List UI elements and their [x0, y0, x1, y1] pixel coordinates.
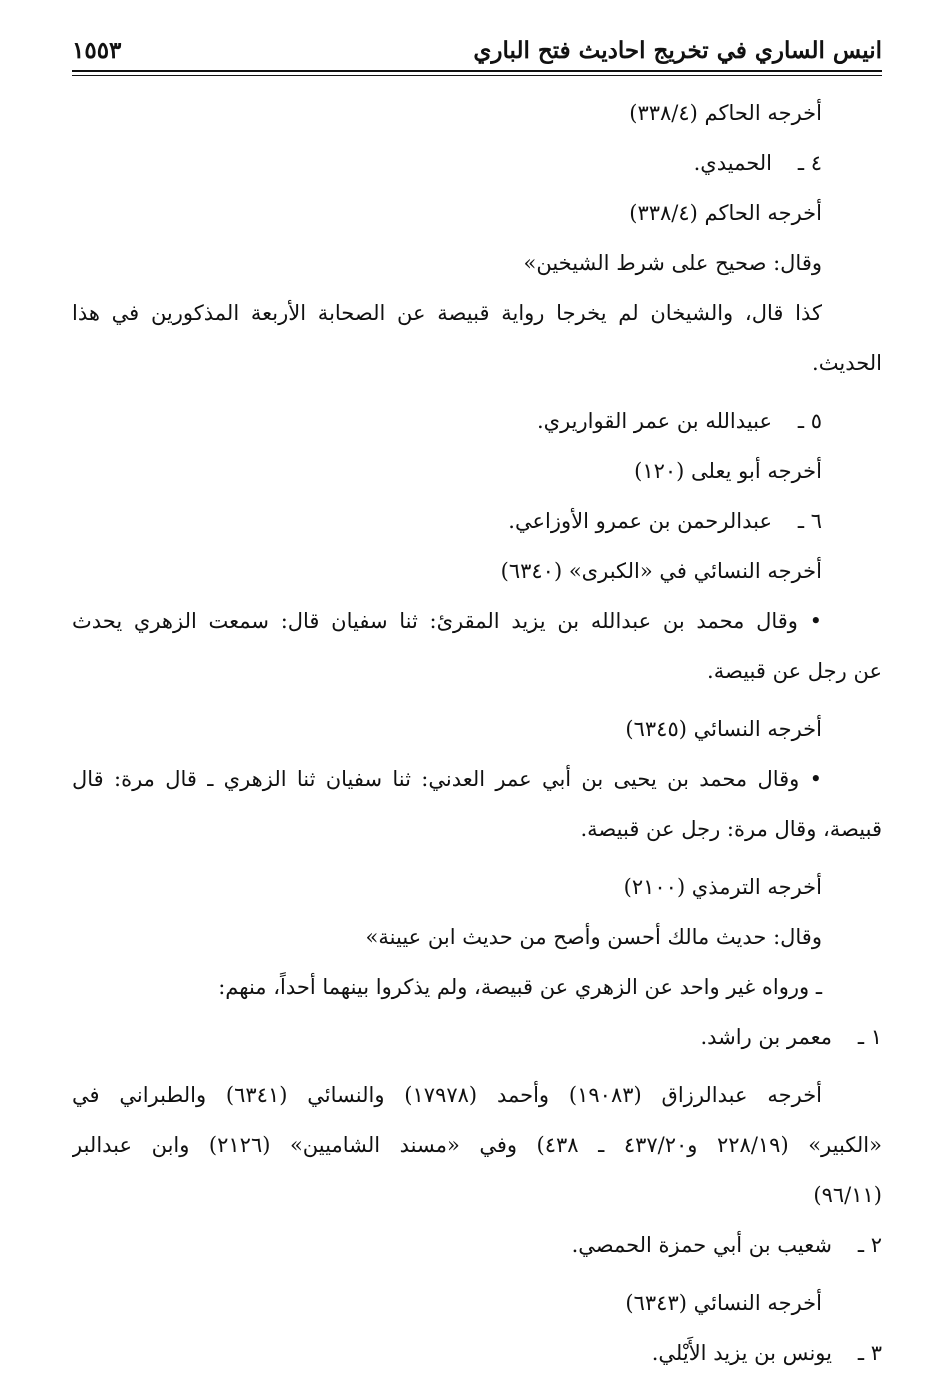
text-line — [72, 238, 882, 288]
line-text: كذا قال، والشيخان لم يخرجا رواية قبيصة عن الصحابة الأربعة المذكورين في هذا — [72, 301, 822, 325]
item-number: ٥ ـ — [797, 409, 822, 433]
line-text: ـ ورواه غير واحد عن الزهري عن قبيصة، ولم يذكروا بينهما أحداً، منهم: — [218, 975, 822, 999]
text-line — [72, 704, 882, 754]
line-text: أخرجه الترمذي (٢١٠٠) — [623, 875, 822, 899]
text-line — [72, 496, 882, 546]
line-text: • وقال محمد بن يحيى بن أبي عمر العدني: ثنا سفيان ثنا الزهري ـ قال مرة: قال — [72, 767, 822, 791]
text-line — [72, 396, 882, 446]
line-text: معمر بن راشد. — [700, 1025, 832, 1049]
item-number: ٤ ـ — [797, 151, 822, 175]
line-text: أخرجه النسائي (٦٣٤٣) — [625, 1291, 822, 1315]
line-text: يونس بن يزيد الأَيْلي. — [651, 1341, 832, 1365]
text-line — [72, 1070, 882, 1120]
line-text: أخرجه الحاكم (٣٣٨/٤) — [629, 101, 822, 125]
item-number: ٢ ـ — [857, 1233, 882, 1257]
text-line — [72, 646, 882, 696]
header-rule-thick — [72, 70, 882, 72]
page-body — [72, 88, 882, 1378]
text-line — [72, 1278, 882, 1328]
text-line — [72, 88, 882, 138]
line-text: أخرجه عبدالرزاق (١٩٠٨٣) وأحمد (١٧٩٧٨) والنسائي (٦٣٤١) والطبراني في — [72, 1083, 823, 1107]
line-text: أخرجه أبو يعلى (١٢٠) — [634, 459, 822, 483]
text-line — [72, 338, 882, 388]
item-number: ١ ـ — [857, 1025, 882, 1049]
text-line — [72, 804, 882, 854]
text-line — [72, 754, 882, 804]
item-number: ٣ ـ — [857, 1341, 882, 1365]
line-text: عبدالرحمن بن عمرو الأوزاعي. — [508, 509, 772, 533]
text-line — [72, 446, 882, 496]
text-line — [72, 596, 882, 646]
header-rule-thin — [72, 75, 882, 76]
text-line — [72, 912, 882, 962]
text-line — [72, 288, 882, 338]
header-title: انيس الساري في تخريج احاديث فتح الباري — [473, 36, 882, 64]
line-text: أخرجه الحاكم (٣٣٨/٤) — [629, 201, 822, 225]
line-text: وقال: حديث مالك أحسن وأصح من حديث ابن عيينة» — [365, 925, 822, 949]
line-text: عن رجل عن قبيصة. — [707, 659, 882, 683]
text-line — [72, 962, 882, 1012]
line-text: أخرجه النسائي في «الكبرى» (٦٣٤٠) — [500, 559, 822, 583]
item-number: ٦ ـ — [797, 509, 822, 533]
text-line — [72, 1220, 882, 1270]
line-text: عبيدالله بن عمر القواريري. — [536, 409, 772, 433]
text-line — [72, 1170, 882, 1220]
line-text: الحديث. — [812, 351, 882, 375]
running-header — [72, 30, 882, 70]
line-text: شعيب بن أبي حمزة الحمصي. — [571, 1233, 832, 1257]
line-text: (٩٦/١١) — [813, 1183, 882, 1207]
line-text: • وقال محمد بن عبدالله بن يزيد المقرئ: ثنا سفيان قال: سمعت الزهري يحدث — [72, 609, 822, 633]
line-text: قبيصة، وقال مرة: رجل عن قبيصة. — [580, 817, 882, 841]
page-number: ١٥٥٣ — [72, 36, 122, 64]
text-line — [72, 138, 882, 188]
line-text: «الكبير» (٢٢٨/١٩ و٤٣٧/٢٠ ـ ٤٣٨) وفي «مسند الشاميين» (٢١٢٦) وابن عبدالبر — [72, 1133, 882, 1157]
text-line — [72, 862, 882, 912]
line-text: وقال: صحيح على شرط الشيخين» — [523, 251, 822, 275]
text-line — [72, 1120, 882, 1170]
text-line — [72, 188, 882, 238]
text-line — [72, 1328, 882, 1378]
text-line — [72, 1012, 882, 1062]
line-text: أخرجه النسائي (٦٣٤٥) — [625, 717, 822, 741]
text-line — [72, 546, 882, 596]
line-text: الحميدي. — [693, 151, 772, 175]
